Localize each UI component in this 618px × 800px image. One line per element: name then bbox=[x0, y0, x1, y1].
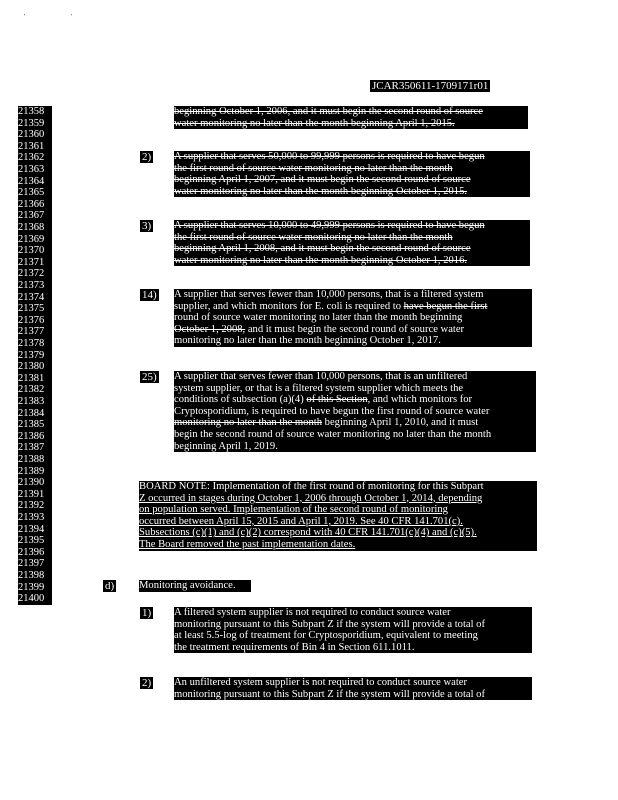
text-line: An unfiltered system supplier is not required to conduct source water bbox=[174, 677, 468, 688]
line-number: 21379 bbox=[18, 350, 52, 362]
text-line: A filtered system supplier is not required to conduct source water bbox=[174, 607, 451, 618]
line-number: 21381 bbox=[18, 373, 52, 385]
line-number: 21399 bbox=[18, 582, 52, 594]
item-marker: 2) bbox=[142, 677, 152, 689]
text-line: monitoring pursuant to this Subpart Z if the system will provide a total of bbox=[174, 618, 486, 630]
line-number: 21392 bbox=[18, 500, 52, 512]
line-number: 21385 bbox=[18, 419, 52, 431]
text-line: water monitoring no later than the month beginning October 1, 2016. bbox=[174, 254, 468, 266]
text-line bbox=[174, 417, 536, 429]
text-line: Cryptosporidium, is required to have begun the first round of source water bbox=[174, 405, 490, 417]
line-number: 21383 bbox=[18, 396, 52, 408]
paragraph-item-3 bbox=[174, 220, 530, 266]
line-number: 21388 bbox=[18, 454, 52, 466]
item-marker: 2) bbox=[142, 151, 152, 163]
item-marker: 14) bbox=[142, 289, 157, 301]
line-number: 21366 bbox=[18, 199, 52, 211]
line-number: 21365 bbox=[18, 187, 52, 199]
struck-text: monitoring no later than the month bbox=[174, 417, 322, 429]
line-number: 21390 bbox=[18, 477, 52, 489]
text-run: beginning April 1, 2010, and it must bbox=[322, 417, 479, 429]
text-line: round of source water monitoring no later than the month beginning bbox=[174, 312, 463, 324]
text-line: begin the second round of source water monitoring no later than the month bbox=[174, 428, 492, 440]
text-line: beginning April 1, 2019. bbox=[174, 440, 278, 452]
line-number: 21394 bbox=[18, 524, 52, 536]
line-number: 21378 bbox=[18, 338, 52, 350]
board-note bbox=[139, 481, 537, 551]
text-line bbox=[174, 324, 532, 336]
line-number: 21370 bbox=[18, 245, 52, 257]
text-line: water monitoring no later than the month beginning April 1, 2015. bbox=[174, 117, 455, 129]
text-line: Monitoring avoidance. bbox=[139, 580, 236, 591]
line-number: 21368 bbox=[18, 222, 52, 234]
struck-text: October 1, 2008, bbox=[174, 323, 246, 335]
struck-text: of this Section bbox=[306, 394, 368, 406]
text-line: monitoring pursuant to this Subpart Z if the system will provide a total of bbox=[174, 688, 486, 700]
line-number: 21360 bbox=[18, 129, 52, 141]
section-heading bbox=[139, 580, 251, 592]
paragraph-item-14 bbox=[174, 289, 532, 347]
text-line bbox=[174, 394, 536, 406]
line-number: 21380 bbox=[18, 361, 52, 373]
text-line: Subsections (c)(1) and (c)(2) correspond with 40 CFR 141.701(c)(4) and (c)(5). bbox=[139, 527, 477, 539]
line-number: 21382 bbox=[18, 384, 52, 396]
document-id: JCAR350611-1709171r01 bbox=[372, 80, 489, 92]
line-number: 21364 bbox=[18, 176, 52, 188]
item-marker: 25) bbox=[142, 371, 157, 383]
scan-marks: ' ' bbox=[24, 14, 94, 20]
text-line: beginning April 1, 2007, and it must begin the second round of source bbox=[174, 174, 471, 186]
text-line: at least 5.5-log of treatment for Cryptosporidium, equivalent to meeting bbox=[174, 630, 478, 642]
paragraph-avoidance-2 bbox=[174, 677, 532, 700]
line-number: 21398 bbox=[18, 570, 52, 582]
line-number: 21362 bbox=[18, 152, 52, 164]
line-number: 21375 bbox=[18, 303, 52, 315]
paragraph-item-25 bbox=[174, 371, 536, 452]
line-number: 21372 bbox=[18, 268, 52, 280]
text-line: occurred between April 15, 2015 and April 1, 2019. See 40 CFR 141.701(c). bbox=[139, 515, 463, 527]
line-number: 21393 bbox=[18, 512, 52, 524]
text-line bbox=[174, 301, 532, 313]
text-run: supplier, and which monitors for E. coli is required to bbox=[174, 300, 404, 312]
text-run: and it must begin the second round of source water bbox=[245, 323, 465, 335]
line-number: 21361 bbox=[18, 141, 52, 153]
item-marker: 3) bbox=[142, 220, 152, 232]
line-number: 21400 bbox=[18, 593, 52, 605]
line-number: 21395 bbox=[18, 535, 52, 547]
line-number: 21397 bbox=[18, 558, 52, 570]
line-number: 21386 bbox=[18, 431, 52, 443]
line-number: 21396 bbox=[18, 547, 52, 559]
text-line: A supplier that serves fewer than 10,000 persons, that is an unfiltered bbox=[174, 371, 468, 382]
text-run: conditions of subsection (a)(4) bbox=[174, 394, 307, 406]
struck-text: have begun the first bbox=[403, 300, 488, 312]
line-number: 21377 bbox=[18, 326, 52, 338]
text-line: beginning October 1, 2006, and it must begin the second round of source bbox=[174, 106, 483, 117]
text-run: , and which monitors for bbox=[367, 394, 473, 406]
line-number: 21389 bbox=[18, 466, 52, 478]
line-number: 21376 bbox=[18, 315, 52, 327]
item-marker: 1) bbox=[142, 607, 152, 619]
line-number: 21384 bbox=[18, 408, 52, 420]
text-line: A supplier that serves 10,000 to 49,999 persons is required to have begun bbox=[174, 220, 485, 231]
line-number: 21387 bbox=[18, 442, 52, 454]
line-number: 21391 bbox=[18, 489, 52, 501]
line-number: 21371 bbox=[18, 257, 52, 269]
text-line: Z occurred in stages during October 1, 2006 through October 1, 2014, depending bbox=[139, 492, 483, 504]
text-line: the first round of source water monitoring no later than the month bbox=[174, 231, 453, 243]
line-number: 21367 bbox=[18, 210, 52, 222]
section-marker: d) bbox=[105, 580, 115, 592]
text-line: the treatment requirements of Bin 4 in Section 611.1011. bbox=[174, 641, 415, 653]
text-line: A supplier that serves 50,000 to 99,999 persons is required to have begun bbox=[174, 151, 485, 162]
text-line: A supplier that serves fewer than 10,000 persons, that is a filtered system bbox=[174, 289, 484, 300]
line-number: 21374 bbox=[18, 292, 52, 304]
text-line: beginning April 1, 2008, and it must begin the second round of source bbox=[174, 243, 471, 255]
line-number: 21358 bbox=[18, 106, 52, 118]
text-line: monitoring no later than the month beginning October 1, 2017. bbox=[174, 335, 441, 347]
paragraph-item-2 bbox=[174, 151, 530, 197]
text-line: water monitoring no later than the month beginning October 1, 2015. bbox=[174, 185, 468, 197]
line-number: 21363 bbox=[18, 164, 52, 176]
paragraph-avoidance-1 bbox=[174, 607, 532, 653]
line-number: 21359 bbox=[18, 118, 52, 130]
paragraph-continuation bbox=[174, 106, 528, 129]
text-line: on population served. Implementation of the second round of monitoring bbox=[139, 504, 448, 516]
text-line: system supplier, or that is a filtered system supplier which meets the bbox=[174, 382, 464, 394]
text-line: BOARD NOTE: Implementation of the first round of monitoring for this Subpart bbox=[139, 481, 484, 492]
line-number: 21373 bbox=[18, 280, 52, 292]
text-line: the first round of source water monitoring no later than the month bbox=[174, 162, 453, 174]
text-line: The Board removed the past implementation dates. bbox=[139, 538, 356, 550]
line-number: 21369 bbox=[18, 234, 52, 246]
